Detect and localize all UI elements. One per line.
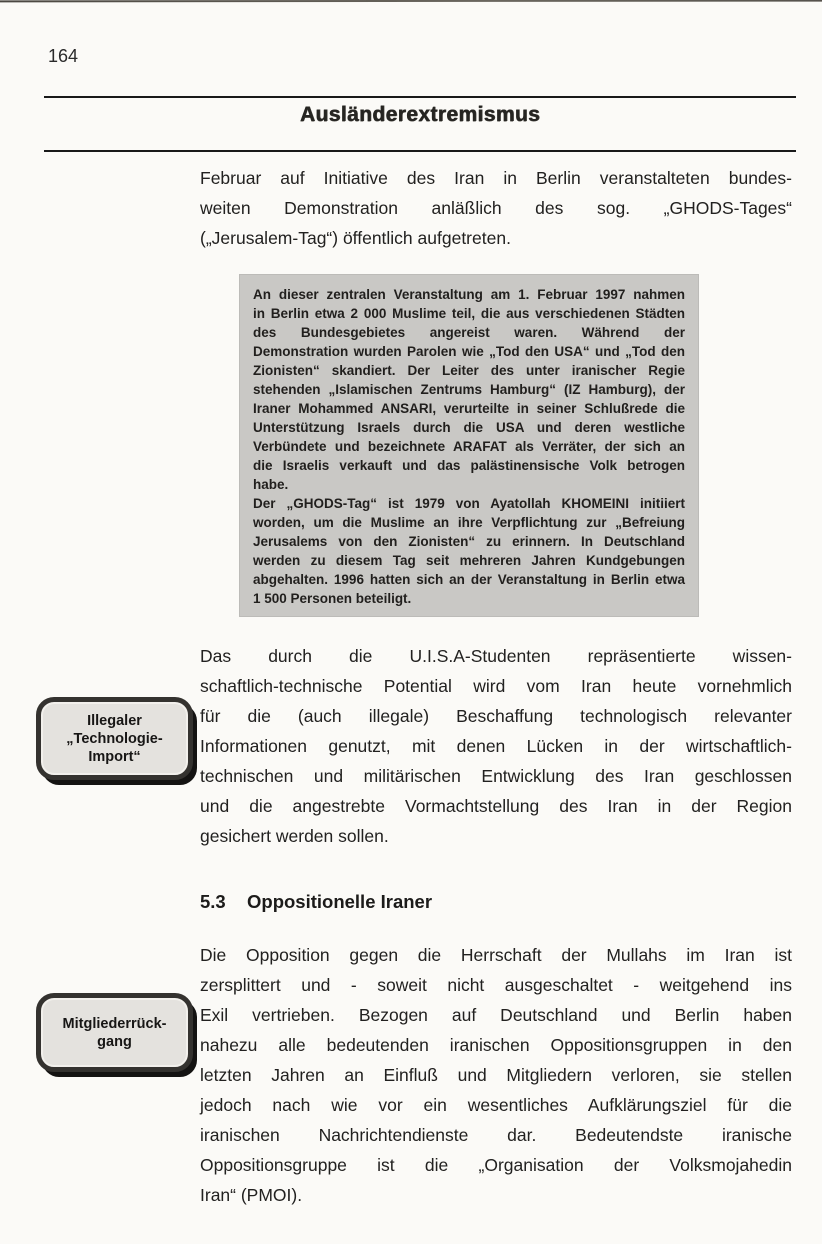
- quote-box-paragraph-1: An dieser zentralen Veranstaltung am 1. Februar 1997 nahmen in Berlin etwa 2 000 Muslime teil, die aus verschiedenen Städten des Bundesgebietes angereist waren. Während der Demonstration wurden Parolen wie „Tod den USA“ und „Tod den Zionisten“ skandiert. Der Leiter des unter iranischer Regie stehenden „Islamischen Zentrums Hamburg“ (IZ Hamburg), der Iraner Mohammed ANSARI, verurteilte in seiner Schlußrede die Unterstützung Israels durch die USA und deren westliche Verbündete und bezeichnete ARAFAT als Verräter, der sich an die Israelis verkauft und das palästinensische Volk betrogen habe.: [253, 287, 685, 492]
- section-title: Oppositionelle Iraner: [247, 891, 433, 912]
- scan-artifact-top-edge: [0, 0, 822, 2]
- margin-label-membership-decline: [36, 993, 193, 1072]
- intro-paragraph: Februar auf Initiative des Iran in Berlin veranstalteten bundes- weiten Demonstration anläßlich des sog. „GHODS-Tages“ („Jerusalem-Tag“) öffentlich aufgetreten.: [200, 168, 792, 248]
- margin-label-illegal-technology-import: [36, 697, 193, 780]
- header-rule-bottom: [44, 150, 796, 152]
- margin-label-text: Mitgliederrück- gang: [62, 1015, 167, 1050]
- quote-box-paragraph-2: Der „GHODS-Tag“ ist 1979 von Ayatollah KHOMEINI initiiert worden, um die Muslime an ihre Verpflichtung zur „Befreiung Jerusalems von den Zionisten“ zu erinnern. In Deutschland werden zu diesem Tag seit mehreren Jahren Kundgebungen abgehalten. 1996 hatten sich an der Veranstaltung in Berlin etwa 1 500 Personen beteiligt.: [253, 496, 685, 606]
- section-number: 5.3: [200, 891, 226, 912]
- indented-quote-box: [240, 275, 698, 616]
- page-header-title: Ausländerextremismus: [299, 103, 541, 126]
- opposition-paragraph: Die Opposition gegen die Herrschaft der Mullahs im Iran ist zersplittert und - soweit nicht ausgeschaltet - weitgehend ins Exil vertrieben. Bezogen auf Deutschland und Berlin haben nahezu alle bedeutenden iranischen Oppositionsgruppen in den letzten Jahren an Einfluß und Mitgliedern verloren, sie stellen jedoch nach wie vor ein wesentliches Aufklärungsziel für die iranischen Nachrichtendienste dar. Bedeutendste iranische Oppositionsgruppe ist die „Organisation der Volksmojahedin Iran“ (PMOI).: [200, 945, 792, 1205]
- header-rule-top: [44, 96, 796, 98]
- technology-paragraph: Das durch die U.I.S.A-Studenten repräsentierte wissen- schaftlich-technische Potential wird vom Iran heute vornehmlich für die (auch illegale) Beschaffung technologisch relevanter Informationen genutzt, mit denen Lücken in der wirtschaftlich- technischen und militärischen Entwicklung des Iran geschlossen und die angestrebte Vormachtstellung des Iran in der Region gesichert werden sollen.: [200, 646, 792, 846]
- page-number: 164: [48, 46, 79, 66]
- section-heading: [200, 891, 432, 913]
- margin-label-text: Illegaler „Technologie- Import“: [66, 712, 163, 765]
